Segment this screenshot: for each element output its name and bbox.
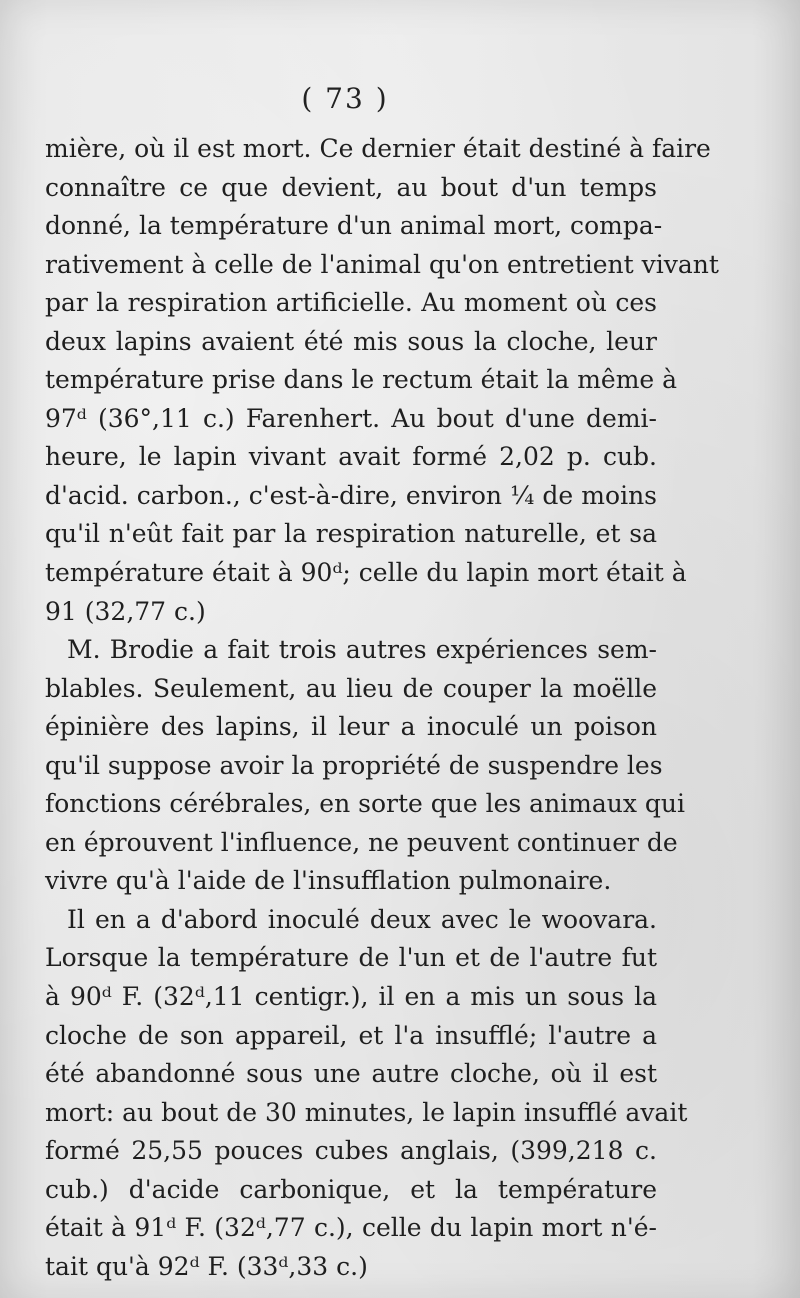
text-line: blables. Seulement, au lieu de couper la moëlle <box>45 673 657 703</box>
text-line: température était à 90ᵈ; celle du lapin mort était à <box>45 558 687 588</box>
text-line: qu'il suppose avoir la propriété de suspendre les <box>45 750 663 780</box>
text-line: M. Brodie a fait trois autres expériences sem- <box>67 635 657 665</box>
text-line: température prise dans le rectum était la même à <box>45 365 678 395</box>
text-line: Lorsque la température de l'un et de l'autre fut <box>45 943 657 973</box>
text-line: connaître ce que devient, au bout d'un temps <box>45 172 657 202</box>
text-line: cub.) d'acide carbonique, et la température <box>45 1174 657 1204</box>
text-line: en éprouvent l'influence, ne peuvent continuer de <box>45 827 678 857</box>
text-line: cloche de son appareil, et l'a insufflé; l'autre a <box>45 1020 657 1050</box>
text-line: par la respiration artificielle. Au moment où ces <box>45 288 657 318</box>
text-line: qu'il n'eût fait par la respiration naturelle, et sa <box>45 519 657 549</box>
text-line: mière, où il est mort. Ce dernier était destiné à faire <box>45 134 711 163</box>
text-line: tait qu'à 92ᵈ F. (33ᵈ,33 c.) <box>45 1251 368 1281</box>
text-line: mort: au bout de 30 minutes, le lapin insufflé avait <box>45 1097 688 1127</box>
text-line: rativement à celle de l'animal qu'on entretient vivant <box>45 249 719 279</box>
text-line: formé 25,55 pouces cubes anglais, (399,218 c. <box>45 1136 657 1166</box>
page-number: ( 73 ) <box>301 82 389 115</box>
text-line: d'acid. carbon., c'est-à-dire, environ ¼ de moins <box>45 480 657 510</box>
text-line: donné, la température d'un animal mort, compa- <box>45 211 663 241</box>
text-line: deux lapins avaient été mis sous la cloche, leur <box>45 326 657 356</box>
text-line: était à 91ᵈ F. (32ᵈ,77 c.), celle du lapin mort n'é- <box>45 1213 657 1243</box>
text-line: 91 (32,77 c.) <box>45 596 206 626</box>
text-line: heure, le lapin vivant avait formé 2,02 p. cub. <box>45 442 657 472</box>
body-text <box>45 130 719 1286</box>
text-line: été abandonné sous une autre cloche, où il est <box>45 1059 657 1089</box>
text-line: 97ᵈ (36°,11 c.) Farenhert. Au bout d'une demi- <box>45 403 657 433</box>
text-line: vivre qu'à l'aide de l'insufflation pulmonaire. <box>45 866 612 896</box>
text-line: à 90ᵈ F. (32ᵈ,11 centigr.), il en a mis un sous la <box>45 982 657 1012</box>
text-line: Il en a d'abord inoculé deux avec le woovara. <box>67 904 657 934</box>
text-line: épinière des lapins, il leur a inoculé un poison <box>45 712 657 742</box>
text-line: fonctions cérébrales, en sorte que les animaux qui <box>45 789 686 819</box>
